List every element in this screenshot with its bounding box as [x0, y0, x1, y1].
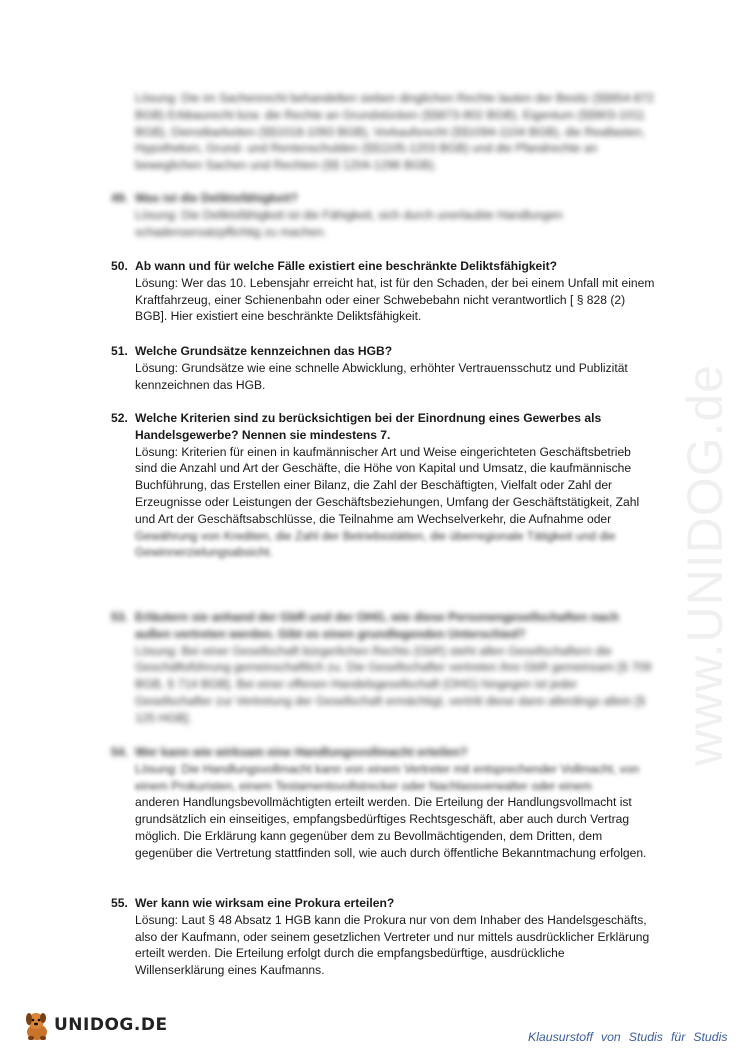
question-text: Wer kann wie wirksam eine Handlungsvollmacht erteilen?	[135, 745, 468, 759]
question-number: 55.	[111, 896, 128, 910]
question-heading	[111, 744, 656, 761]
question-number: 54.	[111, 745, 128, 759]
dog-mascot-icon	[22, 1008, 52, 1042]
qa-item	[111, 90, 656, 174]
answer-text: Lösung: Grundsätze wie eine schnelle Abwicklung, erhöhter Vertrauensschutz und Publizität kennzeichnen das HGB.	[135, 360, 628, 392]
watermark: www.UNIDOG.de	[677, 364, 733, 766]
footer-word: für	[670, 1030, 686, 1044]
footer-word: Studis	[693, 1030, 728, 1044]
qa-item	[111, 258, 656, 325]
question-text: Erläutern sie anhand der GbR und der OHG, wie diese Personengesellschaften nach außen vertreten werden. Gibt es einen grundlegenden Unterschied?	[135, 610, 619, 641]
question-heading	[111, 258, 656, 275]
qa-item	[111, 190, 656, 240]
question-heading	[111, 190, 656, 207]
question-text: Welche Kriterien sind zu berücksichtigen bei der Einordnung eines Gewerbes als Handelsgewerbe? Nennen sie mindestens 7.	[135, 411, 602, 442]
qa-item	[111, 895, 656, 979]
question-heading	[111, 609, 656, 643]
answer-text: Lösung: Kriterien für einen in kaufmännischer Art und Weise eingerichteten Geschäftsbetrieb sind die Anzahl und Art der Geschäfte, die Höhe von Kapital und Umsatz, die kaufmännische Buchführung, das Erstellen einer Bilanz, die Zahl der Beschäftigten, Vielfalt oder Zahl der Erzeugnisse oder Leistungen der Geschäftsbeziehungen, Umfang der Geschäftstätigkeit, Zahl und Art der Geschäftsabschlüsse, die Teilnahme am Wechselverkehr, die Aufnahme oder	[135, 444, 640, 526]
question-number: 52.	[111, 411, 128, 425]
question-text: Ab wann und für welche Fälle existiert eine beschränkte Deliktsfähigkeit?	[135, 259, 558, 273]
answer-text: Lösung: Die im Sachenrecht behandelten sieben dinglichen Rechte lauten der Besitz (§§854-872 BGB) Erbbaurecht bzw. die Rechte an Grundstücken (§§873-902 BGB), Eigentum (§§903-1011 BGB), Dienstbarkeiten (§§1018-1093 BGB), Vorkaufsrecht (§§1094-1104 BGB), die Reallasten, Hypotheken, Grund- und Rentenschulden (§§1105-1203 BGB) und die Pfandrechte an beweglichen Sachen und Rechten (§§ 1204-1296 BGB).	[135, 91, 655, 173]
answer-text: Lösung: Die Deliktsfähigkeit ist die Fähigkeit, sich durch unerlaubte Handlungen schadensersatzpflichtig zu machen.	[135, 207, 563, 239]
answer-text-blurred: Lösung: Die Handlungsvollmacht kann von einem Vertreter mit entsprechender Vollmacht, von einem Prokuristen, einem Testamentsvollstrecker oder Nachlassverwalter oder einem	[135, 761, 640, 793]
logo-text: UNIDOG.DE	[54, 1015, 168, 1035]
qa-item	[111, 343, 656, 393]
question-number: 50.	[111, 259, 128, 273]
question-number: 51.	[111, 344, 128, 358]
unidog-logo	[22, 1008, 168, 1042]
answer-text: Lösung: Laut § 48 Absatz 1 HGB kann die Prokura nur von dem Inhaber des Handelsgeschäfts, also der Kaufmann, oder seinem gesetzlichen Vertreter und nur mittels ausdrücklicher Erklärung erteilt werden. Die Erteilung erfolgt durch die empfangsbedürftige, ausdrückliche Willenserklärung eines Kaufmanns.	[135, 912, 650, 978]
answer-text-blurred: Gewährung von Krediten, die Zahl der Betriebsstätten, die überregionale Tätigkeit und die Gewinnerzielungsabsicht.	[135, 528, 616, 560]
question-number: 49.	[111, 191, 128, 205]
question-text: Was ist die Deliktsfähigkeit?	[135, 191, 298, 205]
question-text: Welche Grundsätze kennzeichnen das HGB?	[135, 344, 393, 358]
footer-word: Studis	[628, 1030, 663, 1044]
qa-item	[111, 744, 656, 862]
question-number: 53.	[111, 610, 128, 624]
qa-item	[111, 609, 656, 727]
answer-text: Lösung: Bei einer Gesellschaft bürgerlichen Rechts (GbR) steht allen Gesellschaftern die Geschäftsführung gemeinschaftlich zu. Die Gesellschafter vertreten ihre GbR gemeinsam [§ 709 BGB, § 714 BGB]. Bei einer offenen Handelsgesellschaft (OHG) hingegen ist jeder Gesellschafter zur Vertretung der Gesellschaft ermächtigt, vertritt diese dann allerdings allein [§ 125 HGB].	[135, 643, 652, 725]
question-heading	[111, 895, 656, 912]
answer-text: Lösung: Wer das 10. Lebensjahr erreicht hat, ist für den Schaden, der bei einem Unfall mit einem Kraftfahrzeug, einer Schienenbahn oder einer Schwebebahn nicht verantwortlich [ § 828 (2) BGB]. Hier existiert eine beschränkte Deliktsfähigkeit.	[135, 275, 655, 324]
question-heading	[111, 410, 656, 444]
qa-item	[111, 410, 656, 561]
question-heading	[111, 343, 656, 360]
question-text: Wer kann wie wirksam eine Prokura erteilen?	[135, 896, 395, 910]
footer-slogan	[528, 1030, 728, 1044]
answer-text: anderen Handlungsbevollmächtigten erteilt werden. Die Erteilung der Handlungsvollmacht ist grundsätzlich ein einseitiges, empfangsbedürftiges Rechtsgeschäft, aber auch durch Vertrag möglich. Die Erklärung kann gegenüber dem zu Bevollmächtigenden, dem Dritten, dem gegenüber die Vertretung stattfinden soll, wie auch durch öffentliche Bekanntmachung erfolgen.	[135, 795, 647, 860]
footer-word: Klausurstoff	[528, 1030, 593, 1044]
footer-word: von	[600, 1030, 621, 1044]
